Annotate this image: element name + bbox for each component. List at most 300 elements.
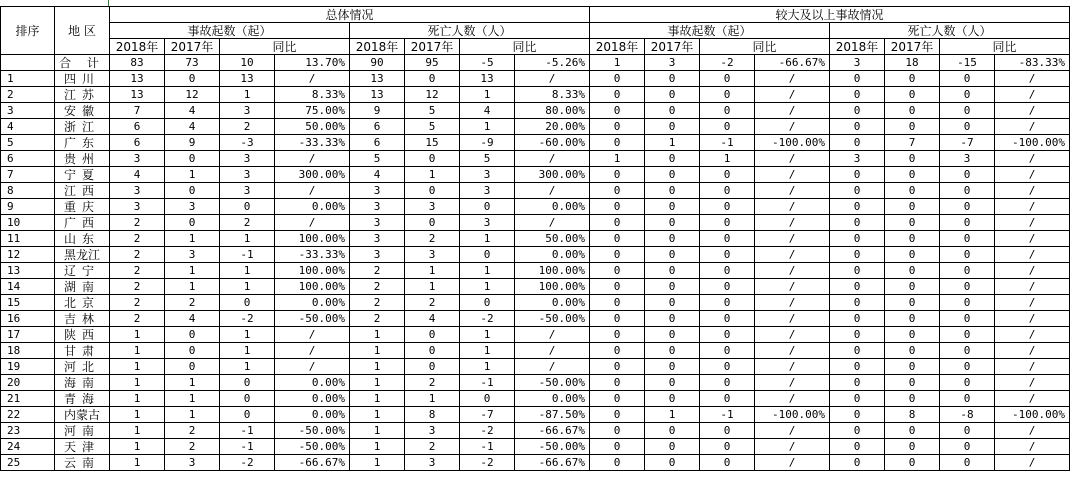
value-cell: / <box>755 423 830 439</box>
value-cell: / <box>995 359 1070 375</box>
value-cell: 1 <box>645 135 700 151</box>
value-cell: / <box>995 295 1070 311</box>
value-cell: 0 <box>405 215 460 231</box>
value-cell: -1 <box>700 135 755 151</box>
total-value-cell: 73 <box>165 55 220 71</box>
value-cell: 0 <box>590 71 645 87</box>
total-value-cell: 13.70% <box>275 55 350 71</box>
value-cell: 1 <box>110 407 165 423</box>
value-cell: 7 <box>885 135 940 151</box>
value-cell: 0 <box>700 455 755 471</box>
value-cell: 0 <box>700 279 755 295</box>
value-cell: 1 <box>165 167 220 183</box>
value-cell: 2 <box>405 295 460 311</box>
value-cell: 1 <box>110 423 165 439</box>
value-cell: 15 <box>405 135 460 151</box>
value-cell: 8.33% <box>515 87 590 103</box>
value-cell: / <box>755 103 830 119</box>
value-cell: 9 <box>350 103 405 119</box>
overall-header: 总体情况 <box>110 7 590 23</box>
value-cell: 2 <box>110 231 165 247</box>
value-cell: / <box>755 279 830 295</box>
total-value-cell: 3 <box>645 55 700 71</box>
value-cell: 2 <box>110 247 165 263</box>
value-cell: 5 <box>405 119 460 135</box>
value-cell: 0 <box>645 215 700 231</box>
value-cell: 0 <box>940 423 995 439</box>
year-2018-header: 2018年 <box>350 39 405 55</box>
value-cell: 0 <box>645 279 700 295</box>
value-cell: 3 <box>460 167 515 183</box>
region-cell: 内蒙古 <box>55 407 110 423</box>
yoy-header: 同比 <box>940 39 1070 55</box>
value-cell: 0 <box>590 439 645 455</box>
value-cell: 0 <box>220 375 275 391</box>
table-row <box>1 263 1070 279</box>
value-cell: 0 <box>885 247 940 263</box>
value-cell: -66.67% <box>275 455 350 471</box>
accident-statistics-table <box>0 6 1070 471</box>
header-row-3 <box>1 39 1070 55</box>
value-cell: 0 <box>885 327 940 343</box>
value-cell: 0.00% <box>275 407 350 423</box>
region-cell: 宁夏 <box>55 167 110 183</box>
value-cell: / <box>995 119 1070 135</box>
value-cell: 100.00% <box>515 263 590 279</box>
value-cell: 3 <box>220 167 275 183</box>
value-cell: 0 <box>885 455 940 471</box>
value-cell: -50.00% <box>275 311 350 327</box>
region-cell: 青海 <box>55 391 110 407</box>
value-cell: 2 <box>165 295 220 311</box>
rank-cell: 3 <box>1 103 55 119</box>
value-cell: 0 <box>830 167 885 183</box>
value-cell: / <box>995 327 1070 343</box>
value-cell: 0 <box>885 311 940 327</box>
value-cell: 1 <box>460 87 515 103</box>
table-row <box>1 119 1070 135</box>
yoy-header: 同比 <box>220 39 350 55</box>
value-cell: 13 <box>220 71 275 87</box>
value-cell: 0 <box>645 151 700 167</box>
table-row <box>1 231 1070 247</box>
value-cell: 0 <box>590 247 645 263</box>
value-cell: 12 <box>405 87 460 103</box>
table-row <box>1 439 1070 455</box>
value-cell: -1 <box>220 247 275 263</box>
value-cell: / <box>515 359 590 375</box>
value-cell: 1 <box>460 263 515 279</box>
table-row <box>1 375 1070 391</box>
value-cell: 1 <box>700 151 755 167</box>
region-cell: 海南 <box>55 375 110 391</box>
year-2018-header: 2018年 <box>590 39 645 55</box>
value-cell: 0 <box>590 359 645 375</box>
value-cell: 0 <box>700 167 755 183</box>
value-cell: 3 <box>110 183 165 199</box>
rank-cell: 11 <box>1 231 55 247</box>
total-value-cell: -5 <box>460 55 515 71</box>
region-cell: 黑龙江 <box>55 247 110 263</box>
value-cell: 0 <box>590 407 645 423</box>
value-cell: 0 <box>830 391 885 407</box>
value-cell: 3 <box>460 183 515 199</box>
total-value-cell: 1 <box>590 55 645 71</box>
value-cell: 3 <box>405 199 460 215</box>
value-cell: / <box>755 391 830 407</box>
total-value-cell: 95 <box>405 55 460 71</box>
value-cell: 13 <box>110 87 165 103</box>
value-cell: 0 <box>460 247 515 263</box>
value-cell: / <box>995 279 1070 295</box>
value-cell: 100.00% <box>275 279 350 295</box>
value-cell: 0 <box>700 215 755 231</box>
region-cell: 浙江 <box>55 119 110 135</box>
rank-cell: 2 <box>1 87 55 103</box>
value-cell: -2 <box>460 455 515 471</box>
value-cell: -33.33% <box>275 247 350 263</box>
value-cell: 0 <box>590 279 645 295</box>
value-cell: 0.00% <box>515 247 590 263</box>
value-cell: 0 <box>590 119 645 135</box>
value-cell: 9 <box>165 135 220 151</box>
value-cell: / <box>995 439 1070 455</box>
total-row <box>1 55 1070 71</box>
value-cell: 0 <box>885 279 940 295</box>
total-value-cell: 90 <box>350 55 405 71</box>
value-cell: / <box>755 343 830 359</box>
total-value-cell: 83 <box>110 55 165 71</box>
value-cell: 0 <box>885 439 940 455</box>
value-cell: / <box>995 263 1070 279</box>
value-cell: 13 <box>350 87 405 103</box>
value-cell: -3 <box>220 135 275 151</box>
total-value-cell: -83.33% <box>995 55 1070 71</box>
value-cell: 0 <box>460 199 515 215</box>
value-cell: 8 <box>405 407 460 423</box>
table-row <box>1 327 1070 343</box>
value-cell: / <box>995 455 1070 471</box>
value-cell: 0 <box>700 327 755 343</box>
value-cell: 0 <box>590 295 645 311</box>
value-cell: -1 <box>700 407 755 423</box>
value-cell: 1 <box>110 455 165 471</box>
value-cell: 0 <box>885 343 940 359</box>
value-cell: 4 <box>165 103 220 119</box>
value-cell: 300.00% <box>275 167 350 183</box>
value-cell: 0 <box>940 119 995 135</box>
value-cell: 1 <box>110 343 165 359</box>
value-cell: 0 <box>645 311 700 327</box>
value-cell: -100.00% <box>755 407 830 423</box>
value-cell: 0 <box>645 119 700 135</box>
value-cell: 1 <box>165 375 220 391</box>
year-2018-header: 2018年 <box>110 39 165 55</box>
value-cell: 6 <box>350 135 405 151</box>
value-cell: / <box>755 87 830 103</box>
value-cell: 0 <box>590 103 645 119</box>
region-cell: 甘肃 <box>55 343 110 359</box>
value-cell: / <box>515 343 590 359</box>
value-cell: / <box>275 359 350 375</box>
value-cell: 3 <box>350 247 405 263</box>
value-cell: 0 <box>645 183 700 199</box>
value-cell: / <box>995 375 1070 391</box>
value-cell: 0 <box>940 439 995 455</box>
value-cell: / <box>515 215 590 231</box>
value-cell: 50.00% <box>515 231 590 247</box>
value-cell: 0 <box>940 455 995 471</box>
value-cell: 0 <box>700 375 755 391</box>
value-cell: 0.00% <box>275 199 350 215</box>
value-cell: / <box>755 263 830 279</box>
rank-cell: 18 <box>1 343 55 359</box>
region-cell: 四川 <box>55 71 110 87</box>
value-cell: 3 <box>405 455 460 471</box>
value-cell: 0 <box>940 311 995 327</box>
value-cell: 0 <box>590 183 645 199</box>
value-cell: 0 <box>645 295 700 311</box>
rank-cell: 23 <box>1 423 55 439</box>
rank-cell: 12 <box>1 247 55 263</box>
value-cell: -2 <box>220 311 275 327</box>
value-cell: 0.00% <box>275 295 350 311</box>
value-cell: / <box>515 183 590 199</box>
value-cell: 0 <box>645 71 700 87</box>
value-cell: 0 <box>590 231 645 247</box>
value-cell: 0 <box>165 71 220 87</box>
value-cell: 0 <box>700 391 755 407</box>
value-cell: 0 <box>700 119 755 135</box>
rank-cell: 6 <box>1 151 55 167</box>
region-cell: 河北 <box>55 359 110 375</box>
value-cell: / <box>995 167 1070 183</box>
value-cell: 0 <box>590 263 645 279</box>
value-cell: / <box>515 327 590 343</box>
region-cell: 吉林 <box>55 311 110 327</box>
value-cell: -1 <box>220 423 275 439</box>
value-cell: 0 <box>885 151 940 167</box>
value-cell: 0 <box>830 439 885 455</box>
value-cell: / <box>995 423 1070 439</box>
region-cell: 湖南 <box>55 279 110 295</box>
value-cell: / <box>995 343 1070 359</box>
value-cell: 0 <box>165 183 220 199</box>
rank-cell: 19 <box>1 359 55 375</box>
value-cell: 6 <box>110 119 165 135</box>
value-cell: 0 <box>830 407 885 423</box>
value-cell: 1 <box>350 423 405 439</box>
value-cell: 0 <box>590 167 645 183</box>
region-cell: 陕西 <box>55 327 110 343</box>
value-cell: 100.00% <box>275 263 350 279</box>
region-cell: 广东 <box>55 135 110 151</box>
value-cell: 0 <box>830 215 885 231</box>
value-cell: 20.00% <box>515 119 590 135</box>
value-cell: 1 <box>110 391 165 407</box>
value-cell: 4 <box>350 167 405 183</box>
value-cell: 3 <box>165 247 220 263</box>
value-cell: 0 <box>700 295 755 311</box>
value-cell: 1 <box>405 391 460 407</box>
value-cell: 0 <box>165 359 220 375</box>
value-cell: / <box>995 215 1070 231</box>
value-cell: 0 <box>830 343 885 359</box>
value-cell: 1 <box>165 391 220 407</box>
value-cell: 1 <box>350 455 405 471</box>
value-cell: 1 <box>405 167 460 183</box>
table-row <box>1 199 1070 215</box>
value-cell: 0 <box>165 327 220 343</box>
value-cell: 0 <box>830 311 885 327</box>
value-cell: 1 <box>220 327 275 343</box>
value-cell: 2 <box>165 423 220 439</box>
value-cell: 0 <box>830 183 885 199</box>
value-cell: 0 <box>220 199 275 215</box>
value-cell: -7 <box>940 135 995 151</box>
rank-cell: 16 <box>1 311 55 327</box>
value-cell: 8 <box>885 407 940 423</box>
rank-cell: 24 <box>1 439 55 455</box>
value-cell: 0 <box>645 359 700 375</box>
value-cell: 4 <box>165 311 220 327</box>
value-cell: 1 <box>350 343 405 359</box>
overall-deaths-header: 死亡人数（人） <box>350 23 590 39</box>
value-cell: 0 <box>940 103 995 119</box>
value-cell: 0 <box>700 423 755 439</box>
value-cell: -66.67% <box>515 423 590 439</box>
table-row <box>1 455 1070 471</box>
value-cell: 0 <box>645 375 700 391</box>
value-cell: / <box>755 311 830 327</box>
value-cell: 0 <box>830 455 885 471</box>
value-cell: 0 <box>645 327 700 343</box>
value-cell: 0 <box>885 423 940 439</box>
value-cell: 0 <box>590 375 645 391</box>
rank-cell: 4 <box>1 119 55 135</box>
value-cell: 3 <box>220 183 275 199</box>
value-cell: 0 <box>645 87 700 103</box>
overall-accidents-header: 事故起数（起） <box>110 23 350 39</box>
value-cell: 1 <box>350 327 405 343</box>
value-cell: 0 <box>940 375 995 391</box>
table-row <box>1 167 1070 183</box>
rank-cell: 17 <box>1 327 55 343</box>
rank-cell: 8 <box>1 183 55 199</box>
value-cell: 0 <box>700 231 755 247</box>
year-2017-header: 2017年 <box>885 39 940 55</box>
value-cell: 0 <box>885 231 940 247</box>
rank-cell: 7 <box>1 167 55 183</box>
region-cell: 江苏 <box>55 87 110 103</box>
rank-cell: 1 <box>1 71 55 87</box>
rank-cell: 13 <box>1 263 55 279</box>
rank-cell: 22 <box>1 407 55 423</box>
value-cell: 0.00% <box>515 199 590 215</box>
value-cell: 13 <box>350 71 405 87</box>
value-cell: / <box>995 151 1070 167</box>
value-cell: 0.00% <box>515 391 590 407</box>
value-cell: 1 <box>110 375 165 391</box>
value-cell: 2 <box>350 295 405 311</box>
table-row <box>1 183 1070 199</box>
value-cell: 0 <box>940 279 995 295</box>
value-cell: 0 <box>590 343 645 359</box>
value-cell: 0 <box>885 183 940 199</box>
value-cell: 0 <box>700 103 755 119</box>
value-cell: 1 <box>220 359 275 375</box>
total-value-cell: -5.26% <box>515 55 590 71</box>
value-cell: 0 <box>940 247 995 263</box>
value-cell: 0 <box>700 263 755 279</box>
value-cell: 0 <box>885 359 940 375</box>
value-cell: 1 <box>110 439 165 455</box>
header-row-2 <box>1 23 1070 39</box>
value-cell: 1 <box>350 439 405 455</box>
value-cell: / <box>995 231 1070 247</box>
value-cell: / <box>275 343 350 359</box>
value-cell: -100.00% <box>995 407 1070 423</box>
value-cell: 0 <box>830 119 885 135</box>
total-value-cell: -15 <box>940 55 995 71</box>
value-cell: 1 <box>405 279 460 295</box>
value-cell: 2 <box>405 375 460 391</box>
value-cell: 0 <box>830 327 885 343</box>
region-cell: 云南 <box>55 455 110 471</box>
table-row <box>1 311 1070 327</box>
value-cell: / <box>995 183 1070 199</box>
value-cell: 0 <box>645 423 700 439</box>
value-cell: 0 <box>830 103 885 119</box>
value-cell: 0 <box>885 375 940 391</box>
value-cell: 3 <box>350 231 405 247</box>
value-cell: -1 <box>220 439 275 455</box>
value-cell: 1 <box>590 151 645 167</box>
region-cell: 山东 <box>55 231 110 247</box>
yoy-header: 同比 <box>700 39 830 55</box>
rank-cell: 20 <box>1 375 55 391</box>
table-row <box>1 247 1070 263</box>
value-cell: 0 <box>590 455 645 471</box>
value-cell: 0 <box>220 407 275 423</box>
total-rank-cell <box>1 55 55 71</box>
value-cell: 0 <box>405 327 460 343</box>
value-cell: / <box>755 215 830 231</box>
value-cell: 0.00% <box>275 375 350 391</box>
value-cell: 3 <box>350 199 405 215</box>
major-accidents-header: 事故起数（起） <box>590 23 830 39</box>
value-cell: 1 <box>165 279 220 295</box>
value-cell: 0 <box>885 215 940 231</box>
value-cell: 50.00% <box>275 119 350 135</box>
region-cell: 安徽 <box>55 103 110 119</box>
value-cell: 0 <box>830 423 885 439</box>
rank-cell: 21 <box>1 391 55 407</box>
value-cell: 0 <box>590 327 645 343</box>
year-2018-header: 2018年 <box>830 39 885 55</box>
value-cell: -7 <box>460 407 515 423</box>
value-cell: 6 <box>350 119 405 135</box>
value-cell: 1 <box>220 87 275 103</box>
value-cell: / <box>755 167 830 183</box>
value-cell: 2 <box>220 215 275 231</box>
value-cell: 13 <box>110 71 165 87</box>
rank-cell: 15 <box>1 295 55 311</box>
value-cell: 0.00% <box>275 391 350 407</box>
value-cell: 0 <box>940 263 995 279</box>
value-cell: 0 <box>700 199 755 215</box>
value-cell: / <box>995 391 1070 407</box>
